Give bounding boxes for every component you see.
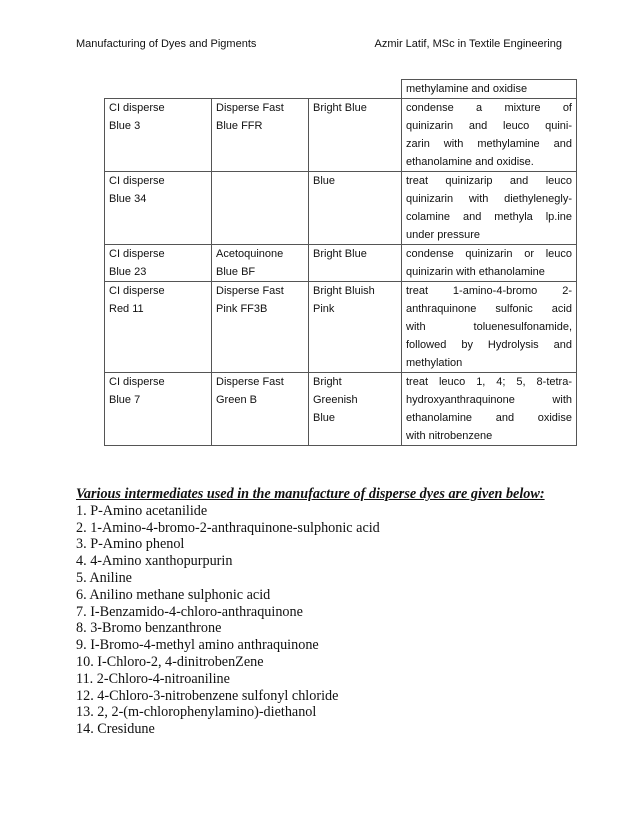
commercial-name-cell — [212, 99, 309, 172]
list-item: 2. 1-Amino-4-bromo-2-anthraquinone-sulphonic acid — [76, 519, 380, 536]
cell-line: Blue 23 — [109, 266, 147, 278]
page-header — [76, 38, 562, 54]
cell-line: CI disperse — [109, 376, 165, 388]
shade-cell — [309, 373, 402, 446]
cell-line: condense quinizarin or leuco — [406, 248, 572, 260]
cell-line: quinizarin with diethylenegly- — [406, 193, 572, 205]
cell-line: Acetoquinone — [216, 248, 284, 260]
commercial-name-cell — [212, 282, 309, 373]
shade-cell — [309, 99, 402, 172]
cell-line: zarin with methylamine and — [406, 138, 572, 150]
shade-cell — [309, 282, 402, 373]
table-row-continuation — [105, 80, 577, 99]
method-cell — [402, 172, 577, 245]
ci-name-cell — [105, 373, 212, 446]
cell-line: Pink — [313, 303, 335, 315]
cell-line: CI disperse — [109, 175, 165, 187]
cell-line: Bright Bluish — [313, 285, 375, 297]
ci-name-cell — [105, 282, 212, 373]
method-cell — [402, 373, 577, 446]
cell-line: Blue BF — [216, 266, 256, 278]
table-row — [105, 245, 577, 282]
cell-line: Blue 34 — [109, 193, 147, 205]
cell-line: Blue — [313, 412, 336, 424]
list-item: 9. I-Bromo-4-methyl amino anthraquinone — [76, 637, 319, 654]
cell-line: treat 1-amino-4-bromo 2- — [406, 285, 572, 297]
cell-line: CI disperse — [109, 102, 165, 114]
list-item: 12. 4-Chloro-3-nitrobenzene sulfonyl chloride — [76, 687, 339, 704]
cell-line: Disperse Fast — [216, 102, 284, 114]
cell-line: Blue 7 — [109, 394, 141, 406]
list-item: 14. Cresidune — [76, 721, 155, 738]
ci-name-cell — [105, 172, 212, 245]
list-item: 1. P-Amino acetanilide — [76, 502, 208, 519]
intermediates-heading: Various intermediates used in the manufacture of disperse dyes are given below: — [76, 486, 545, 502]
list-item: 11. 2-Chloro-4-nitroaniline — [76, 670, 230, 687]
ci-name-cell — [105, 99, 212, 172]
table-row — [105, 172, 577, 245]
method-cell — [402, 99, 577, 172]
cell-line: Disperse Fast — [216, 285, 284, 297]
cell-line: Greenish — [313, 394, 358, 406]
cell-line: condense a mixture of — [406, 102, 572, 114]
cell-line: Blue FFR — [216, 120, 263, 132]
commercial-name-cell — [212, 245, 309, 282]
shade-cell — [309, 172, 402, 245]
cell-line: Pink FF3B — [216, 303, 268, 315]
cell-line: followed by Hydrolysis and — [406, 339, 572, 351]
cell-line: with nitrobenzene — [406, 430, 493, 442]
list-item: 5. Aniline — [76, 569, 132, 586]
cell-line: Bright Blue — [313, 102, 367, 114]
method-cell — [402, 282, 577, 373]
method-cell — [402, 245, 577, 282]
cell-line: with toluenesulfonamide, — [406, 321, 572, 333]
cell-line: quinizarin and leuco quini- — [406, 120, 572, 132]
cell-line: hydroxyanthraquinone with — [406, 394, 572, 406]
intermediates-section — [76, 486, 596, 738]
commercial-name-cell — [212, 172, 309, 245]
intermediates-list — [76, 503, 596, 738]
list-item: 3. P-Amino phenol — [76, 536, 185, 553]
cell-line: ethanolamine and oxidise — [406, 412, 572, 424]
table-row — [105, 373, 577, 446]
cell-line: ethanolamine and oxidise. — [406, 156, 534, 168]
shade-cell — [309, 245, 402, 282]
list-item: 6. Anilino methane sulphonic acid — [76, 586, 271, 603]
list-item: 7. I-Benzamido-4-chloro-anthraquinone — [76, 603, 303, 620]
cell-line: Red 11 — [109, 303, 144, 315]
table-row — [105, 282, 577, 373]
cell-line: Blue — [313, 175, 336, 187]
disperse-dyes-table — [104, 79, 577, 446]
list-item: 13. 2, 2-(m-chlorophenylamino)-diethanol — [76, 704, 317, 721]
cell-line: methylation — [406, 357, 463, 369]
ci-name-cell — [105, 245, 212, 282]
table-row — [105, 99, 577, 172]
cell-line: Disperse Fast — [216, 376, 284, 388]
method-continuation: methylamine and oxidise — [402, 80, 577, 99]
header-title: Manufacturing of Dyes and Pigments — [76, 38, 257, 50]
commercial-name-cell — [212, 373, 309, 446]
cell-line: Bright Blue — [313, 248, 367, 260]
cell-line: Bright — [313, 376, 342, 388]
header-author: Azmir Latif, MSc in Textile Engineering — [374, 38, 562, 50]
cell-line: quinizarin with ethanolamine — [406, 266, 545, 278]
cell-line: Blue 3 — [109, 120, 141, 132]
list-item: 4. 4-Amino xanthopurpurin — [76, 553, 233, 570]
cell-line: CI disperse — [109, 248, 165, 260]
cell-line: treat leuco 1, 4; 5, 8-tetra- — [406, 376, 572, 388]
cell-line: treat quinizarip and leuco — [406, 175, 572, 187]
cell-line: anthraquinone sulfonic acid — [406, 303, 572, 315]
list-item: 10. I-Chloro-2, 4-dinitrobenZene — [76, 653, 264, 670]
cell-line: CI disperse — [109, 285, 165, 297]
cell-line: Green B — [216, 394, 257, 406]
list-item: 8. 3-Bromo benzanthrone — [76, 620, 222, 637]
cell-line: under pressure — [406, 229, 480, 241]
cell-line: colamine and methyla lp.ine — [406, 211, 572, 223]
